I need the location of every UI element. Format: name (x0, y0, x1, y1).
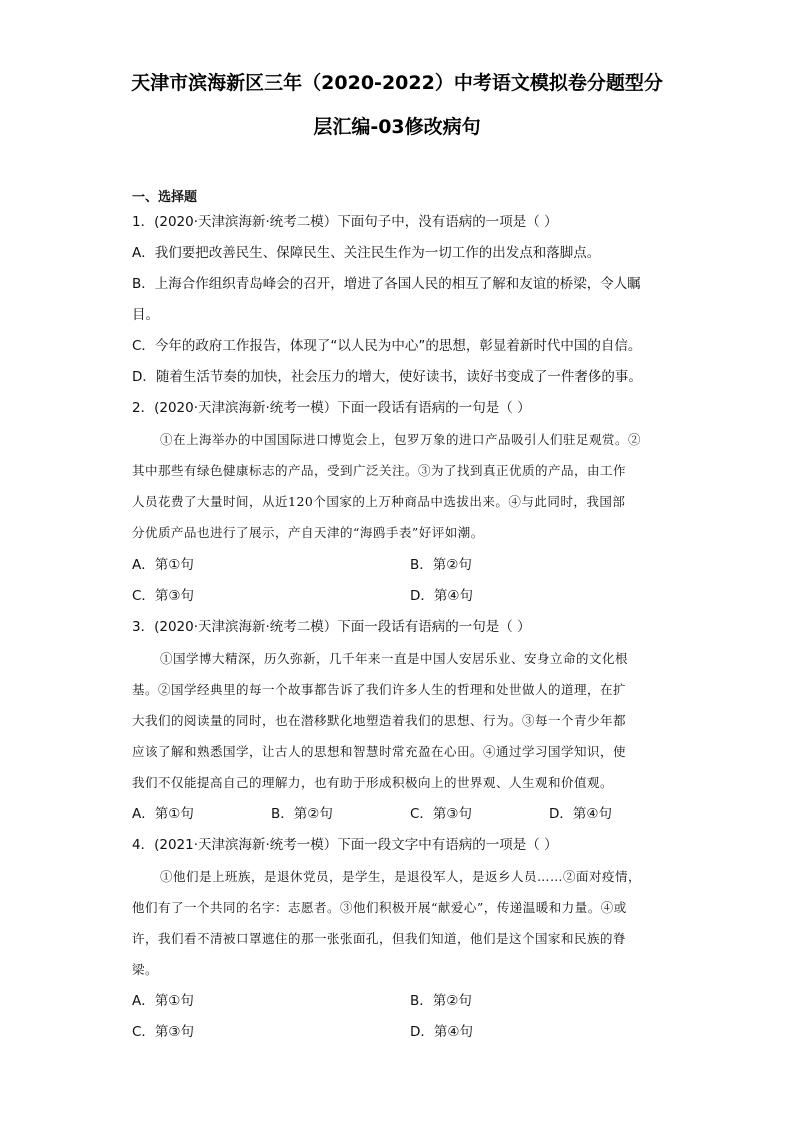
question-4-passage-line: 梁。 (132, 962, 159, 977)
question-1-option-b[interactable]: B．上海合作组织青岛峰会的召开，增进了各国人民的相互了解和友谊的桥梁，令人瞩 (132, 276, 641, 292)
question-2-option-b[interactable]: B．第②句 (410, 557, 472, 573)
question-4-passage-line: ①他们是上班族，是退休党员，是学生，是退役军人，是返乡人员……②面对疫情， (160, 869, 642, 884)
question-4-stem: 4．(2021·天津滨海新·统考一模）下面一段文字中有语病的一项是（ ） (132, 837, 558, 853)
question-3-passage-line: 基。②国学经典里的每一个故事都告诉了我们许多人生的哲理和处世做人的道理，在扩 (132, 682, 627, 697)
question-2-option-d[interactable]: D．第④句 (410, 588, 473, 604)
question-3-option-b[interactable]: B．第②句 (271, 806, 333, 822)
question-3-passage-line: 我们不仅能提高自己的理解力，也有助于形成积极向上的世界观、人生观和价值观。 (132, 775, 614, 790)
question-2-passage-line: 分优质产品也进行了展示，产自天津的“海鸥手表”好评如潮。 (132, 525, 484, 540)
question-4-passage-line: 许，我们看不清被口罩遮住的那一张张面孔，但我们知道，他们是这个国家和民族的脊 (132, 931, 627, 946)
section-heading: 一、选择题 (132, 190, 198, 205)
question-1-option-b-cont: 目。 (132, 307, 159, 323)
question-3-stem: 3．(2020·天津滨海新·统考二模）下面一段话有语病的一句是（ ） (132, 619, 531, 635)
question-2-passage-line: 其中那些有绿色健康标志的产品，受到广泛关注。③为了找到真正优质的产品，由工作 (132, 463, 627, 478)
question-2-passage-line: 人员花费了大量时间，从近120个国家的上万种商品中选拔出来。④与此同时，我国部 (132, 494, 626, 509)
question-2-option-c[interactable]: C．第③句 (132, 588, 195, 604)
question-1-stem: 1．(2020·天津滨海新·统考二模）下面句子中，没有语病的一项是（ ） (132, 214, 558, 230)
question-3-option-c[interactable]: C．第③句 (410, 806, 473, 822)
question-3-passage-line: 应该了解和熟悉国学，让古人的思想和智慧时常充盈在心田。④通过学习国学知识，使 (132, 744, 627, 759)
question-1-option-c[interactable]: C．今年的政府工作报告，体现了“以人民为中心”的思想，彰显着新时代中国的自信。 (132, 338, 642, 354)
question-1-option-d[interactable]: D．随着生活节奏的加快，社会压力的增大，使好读书，读好书变成了一件奢侈的事。 (132, 369, 642, 385)
question-2-passage-line: ①在上海举办的中国国际进口博览会上，包罗万象的进口产品吸引人们驻足观赏。② (160, 432, 642, 447)
question-3-passage-line: 大我们的阅读量的同时，也在潜移默化地塑造着我们的思想、行为。③每一个青少年都 (132, 713, 627, 728)
question-4-option-b[interactable]: B．第②句 (410, 993, 472, 1009)
question-2-option-a[interactable]: A．第①句 (132, 557, 194, 573)
question-4-option-a[interactable]: A．第①句 (132, 993, 194, 1009)
document-title-line-2: 层汇编-03修改病句 (313, 116, 481, 138)
question-3-passage-line: ①国学博大精深，历久弥新，几千年来一直是中国人安居乐业、安身立命的文化根 (160, 651, 629, 666)
question-2-stem: 2．(2020·天津滨海新·统考一模）下面一段话有语病的一句是（ ） (132, 400, 531, 416)
question-1-option-a[interactable]: A．我们要把改善民生、保障民生、关注民生作为一切工作的出发点和落脚点。 (132, 245, 601, 261)
question-4-passage-line: 他们有了一个共同的名字：志愿者。③他们积极开展“献爱心”，传递温暖和力量。④或 (132, 900, 627, 915)
question-4-option-c[interactable]: C．第③句 (132, 1024, 195, 1040)
document-title-line-1: 天津市滨海新区三年（2020-2022）中考语文模拟卷分题型分 (131, 72, 663, 94)
question-3-option-a[interactable]: A．第①句 (132, 806, 194, 822)
question-4-option-d[interactable]: D．第④句 (410, 1024, 473, 1040)
question-3-option-d[interactable]: D．第④句 (549, 806, 612, 822)
